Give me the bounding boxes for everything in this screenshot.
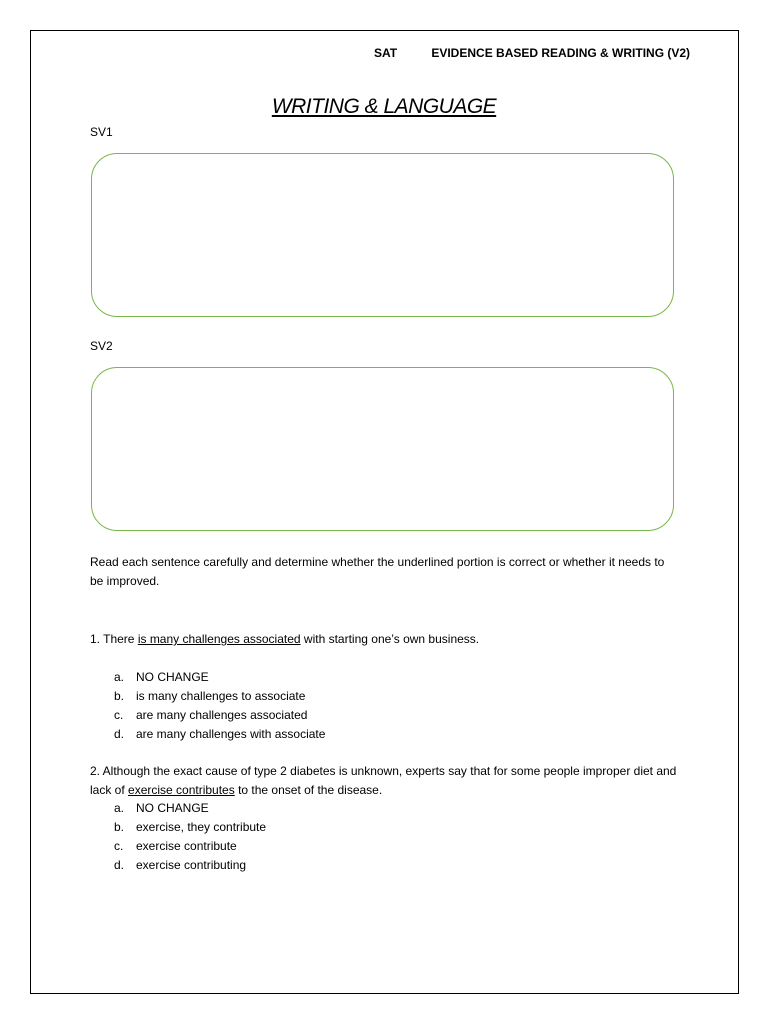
- sv1-label: SV1: [90, 125, 113, 139]
- question-1-option-a[interactable]: [114, 668, 325, 687]
- instructions: Read each sentence carefully and determine whether the underlined portion is correct or whether it needs to be improved.: [90, 555, 665, 588]
- option-letter: b.: [114, 689, 125, 703]
- question-2-text-before: 2. Although the exact cause of type 2 diabetes is unknown, experts say that for some people improper diet and lack of: [90, 764, 677, 797]
- question-2-option-a[interactable]: [114, 799, 266, 818]
- question-1-text-before: 1. There: [90, 632, 138, 646]
- sv2-box[interactable]: [91, 367, 674, 531]
- question-1: [90, 630, 695, 649]
- option-text: is many challenges to associate: [136, 689, 306, 703]
- option-letter: d.: [114, 858, 125, 872]
- question-1-options: [114, 668, 325, 744]
- question-2-text-after: to the onset of the disease.: [234, 783, 383, 797]
- option-text: NO CHANGE: [136, 801, 209, 815]
- question-2-option-c[interactable]: [114, 837, 266, 856]
- sv2-label: SV2: [90, 339, 113, 353]
- question-2-underlined: exercise contributes: [128, 783, 235, 797]
- option-letter: d.: [114, 727, 125, 741]
- option-letter: a.: [114, 670, 125, 684]
- option-text: are many challenges with associate: [136, 727, 326, 741]
- option-letter: c.: [114, 708, 124, 722]
- question-2-option-b[interactable]: [114, 818, 266, 837]
- exam-name: SAT: [374, 46, 398, 60]
- option-text: NO CHANGE: [136, 670, 209, 684]
- question-1-option-d[interactable]: [114, 725, 325, 744]
- section-name: EVIDENCE BASED READING & WRITING (V2): [431, 46, 691, 60]
- option-text: are many challenges associated: [136, 708, 308, 722]
- question-2-option-d[interactable]: [114, 856, 266, 875]
- question-1-option-c[interactable]: [114, 706, 325, 725]
- option-letter: b.: [114, 820, 125, 834]
- question-2: [90, 762, 695, 800]
- option-text: exercise, they contribute: [136, 820, 267, 834]
- question-2-options: [114, 799, 266, 875]
- question-1-option-b[interactable]: [114, 687, 325, 706]
- option-letter: c.: [114, 839, 124, 853]
- question-1-underlined: is many challenges associated: [137, 632, 301, 646]
- page-title: WRITING & LANGUAGE: [271, 95, 497, 118]
- option-text: exercise contribute: [136, 839, 237, 853]
- page-header: [374, 46, 690, 60]
- option-text: exercise contributing: [136, 858, 247, 872]
- question-1-text-after: with starting one’s own business.: [300, 632, 480, 646]
- sv1-box[interactable]: [91, 153, 674, 317]
- option-letter: a.: [114, 801, 125, 815]
